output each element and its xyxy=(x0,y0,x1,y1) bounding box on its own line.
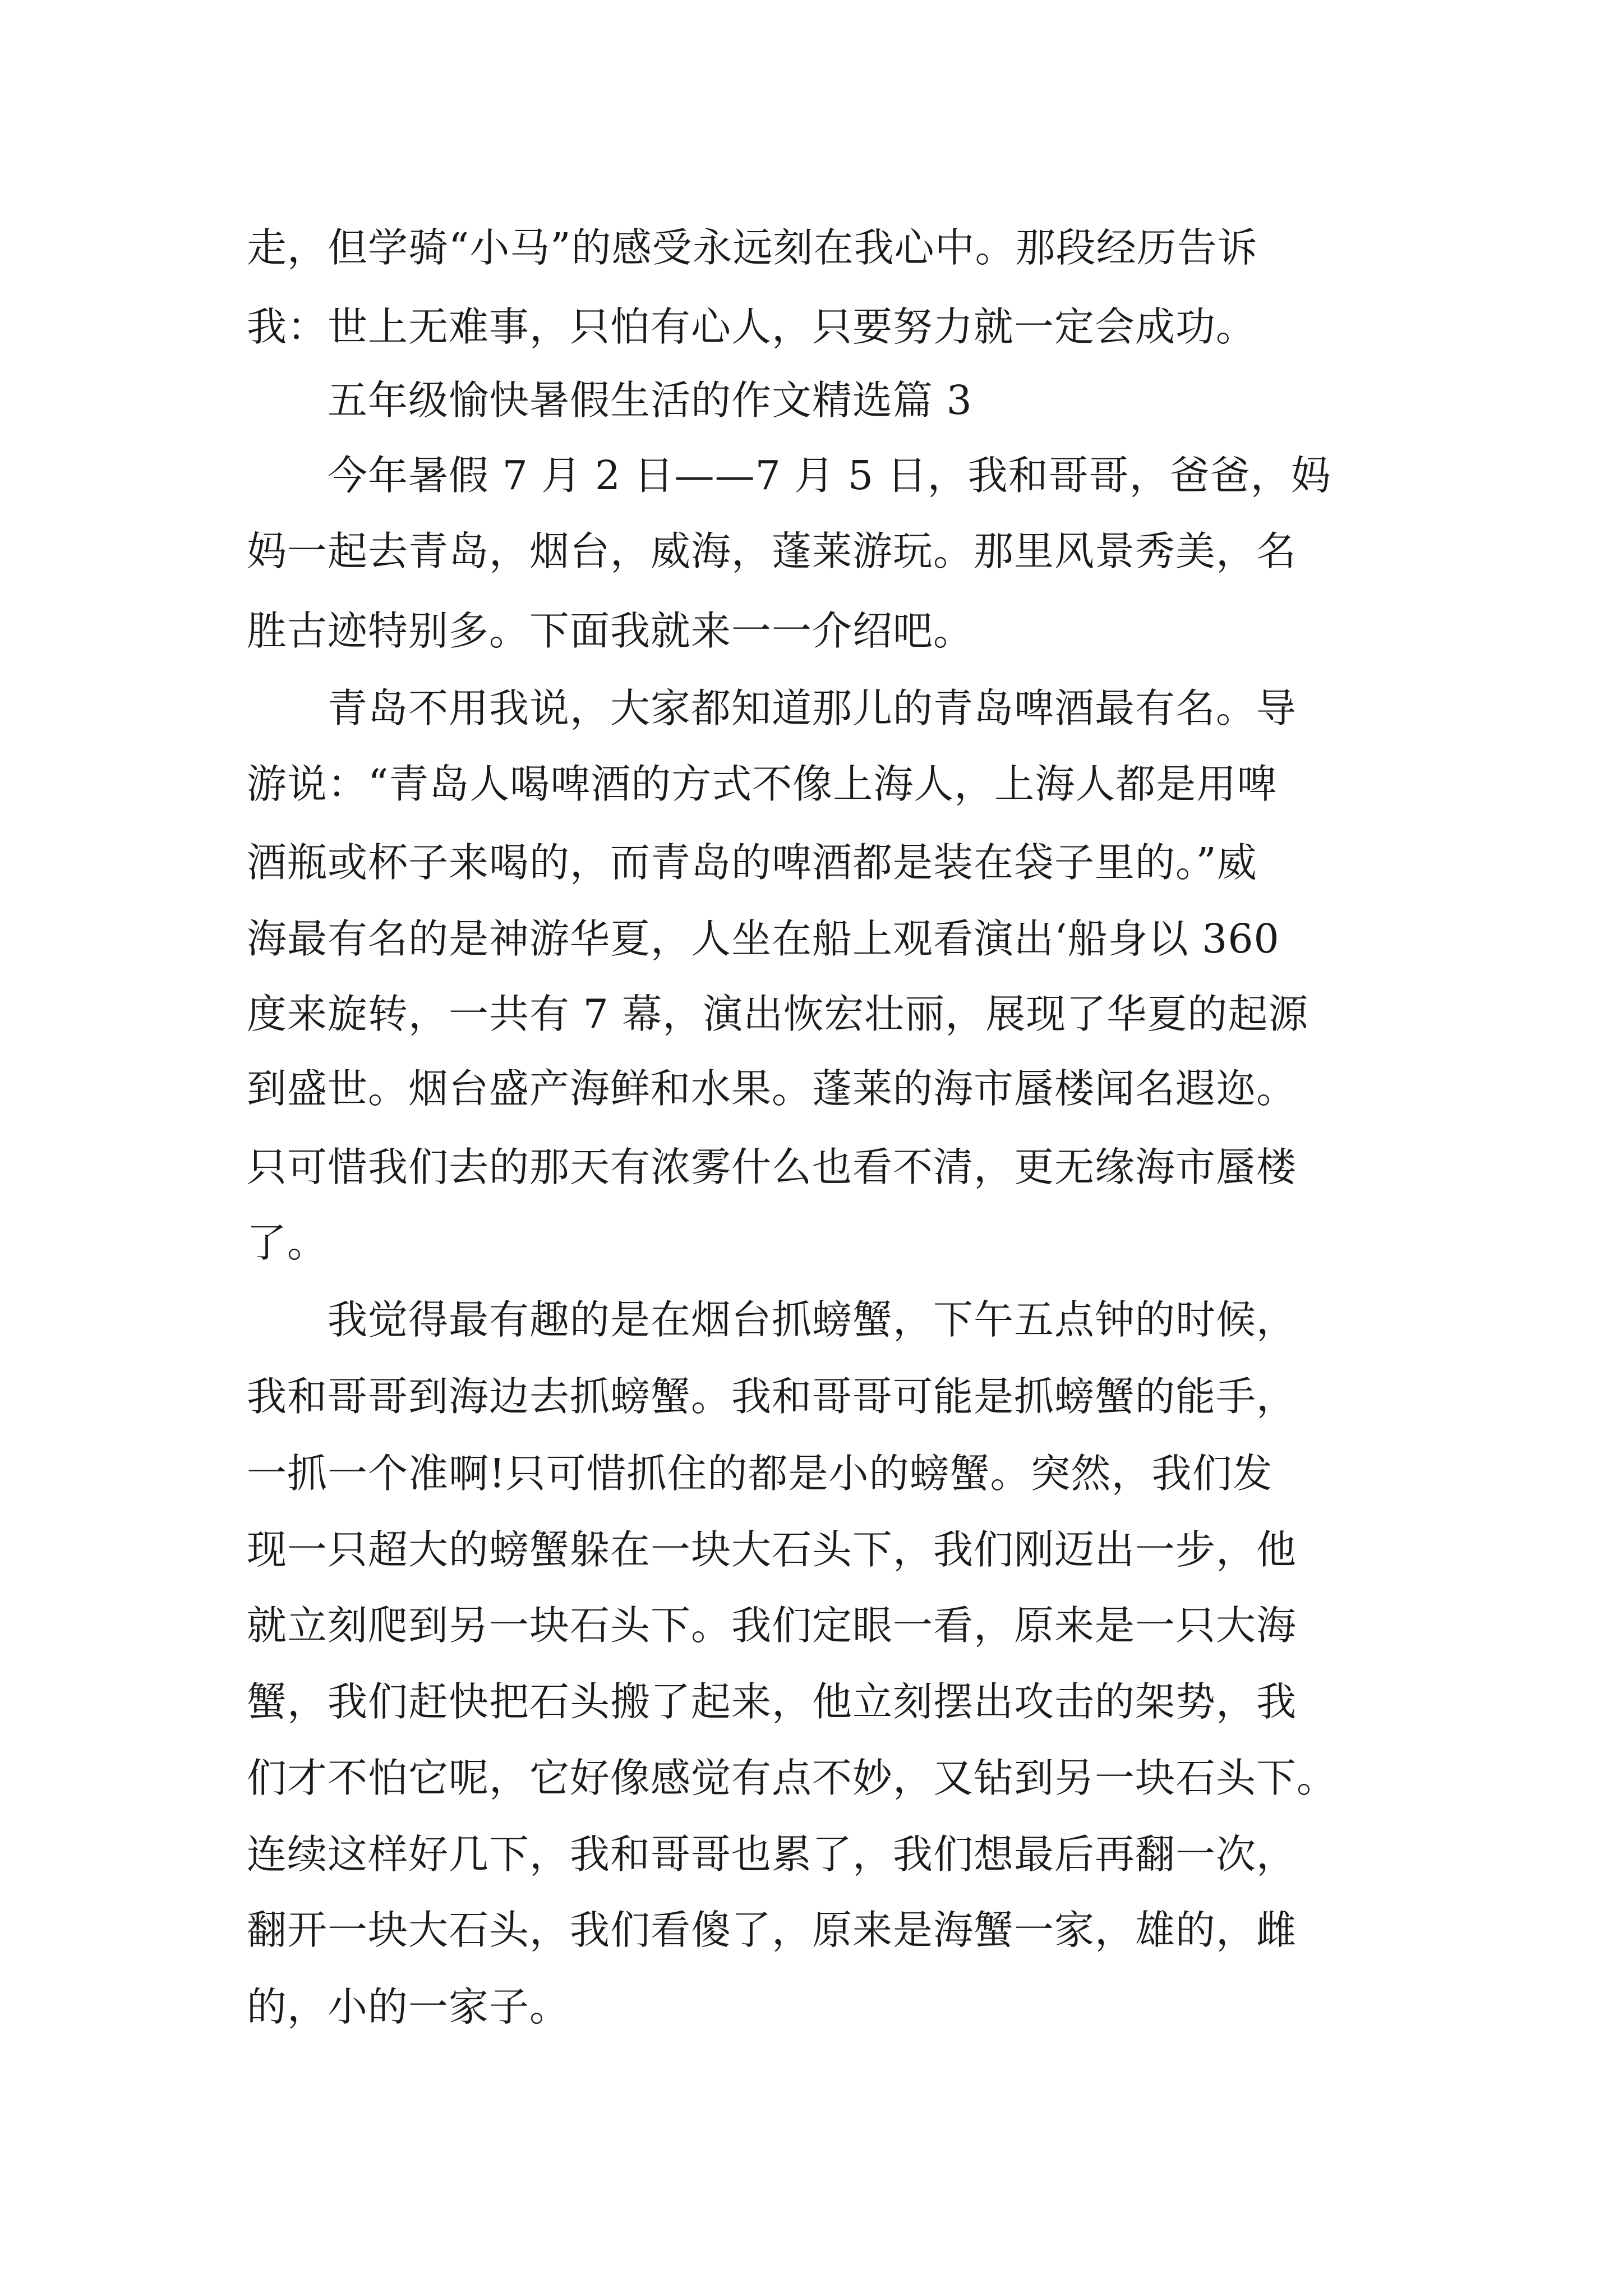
text-line: 现一只超大的螃蟹躲在一块大石头下，我们刚迈出一步，他 xyxy=(247,1526,1297,1573)
text-line: 的，小的一家子。 xyxy=(247,1984,570,2030)
text-line: 蟹，我们赶快把石头搬了起来，他立刻摆出攻击的架势，我 xyxy=(247,1678,1297,1725)
text-line: 我觉得最有趣的是在烟台抓螃蟹，下午五点钟的时候， xyxy=(328,1296,1297,1343)
text-line: 今年暑假 7 月 2 日——7 月 5 日，我和哥哥，爸爸，妈 xyxy=(328,452,1331,499)
section-heading: 五年级愉快暑假生活的作文精选篇 3 xyxy=(328,377,972,424)
text-line: 只可惜我们去的那天有浓雾什么也看不清，更无缘海市蜃楼 xyxy=(247,1144,1297,1190)
text-line: 就立刻爬到另一块石头下。我们定眼一看，原来是一只大海 xyxy=(247,1602,1297,1649)
text-line: 酒瓶或杯子来喝的，而青岛的啤酒都是装在袋子里的。”威 xyxy=(247,839,1257,886)
text-line: 妈一起去青岛，烟台，威海，蓬莱游玩。那里风景秀美，名 xyxy=(247,528,1297,574)
text-line: 们才不怕它呢，它好像感觉有点不妙，又钻到另一块石头下。 xyxy=(247,1755,1338,1801)
text-line: 胜古迹特别多。下面我就来一一介绍吧。 xyxy=(247,608,974,654)
text-line: 走，但学骑“小马”的感受永远刻在我心中。那段经历告诉 xyxy=(247,224,1258,271)
text-line: 连续这样好几下，我和哥哥也累了，我们想最后再翻一次， xyxy=(247,1831,1297,1878)
text-line: 我和哥哥到海边去抓螃蟹。我和哥哥可能是抓螃蟹的能手， xyxy=(247,1373,1297,1420)
text-line: 到盛世。烟台盛产海鲜和水果。蓬莱的海市蜃楼闻名遐迩。 xyxy=(247,1065,1297,1112)
text-line: 翻开一块大石头，我们看傻了，原来是海蟹一家，雄的，雌 xyxy=(247,1907,1297,1953)
text-line: 一抓一个准啊!只可惜抓住的都是小的螃蟹。突然，我们发 xyxy=(247,1450,1273,1497)
text-line: 游说：“青岛人喝啤酒的方式不像上海人，上海人都是用啤 xyxy=(247,761,1278,807)
text-line: 我：世上无难事，只怕有心人，只要努力就一定会成功。 xyxy=(247,303,1257,350)
text-line: 海最有名的是神游华夏，人坐在船上观看演出‘船身以 360 xyxy=(247,915,1280,962)
text-line: 了。 xyxy=(247,1220,328,1266)
text-line: 度来旋转，一共有 7 幕，演出恢宏壮丽，展现了华夏的起源 xyxy=(247,991,1309,1037)
text-line: 青岛不用我说，大家都知道那儿的青岛啤酒最有名。导 xyxy=(328,685,1297,731)
